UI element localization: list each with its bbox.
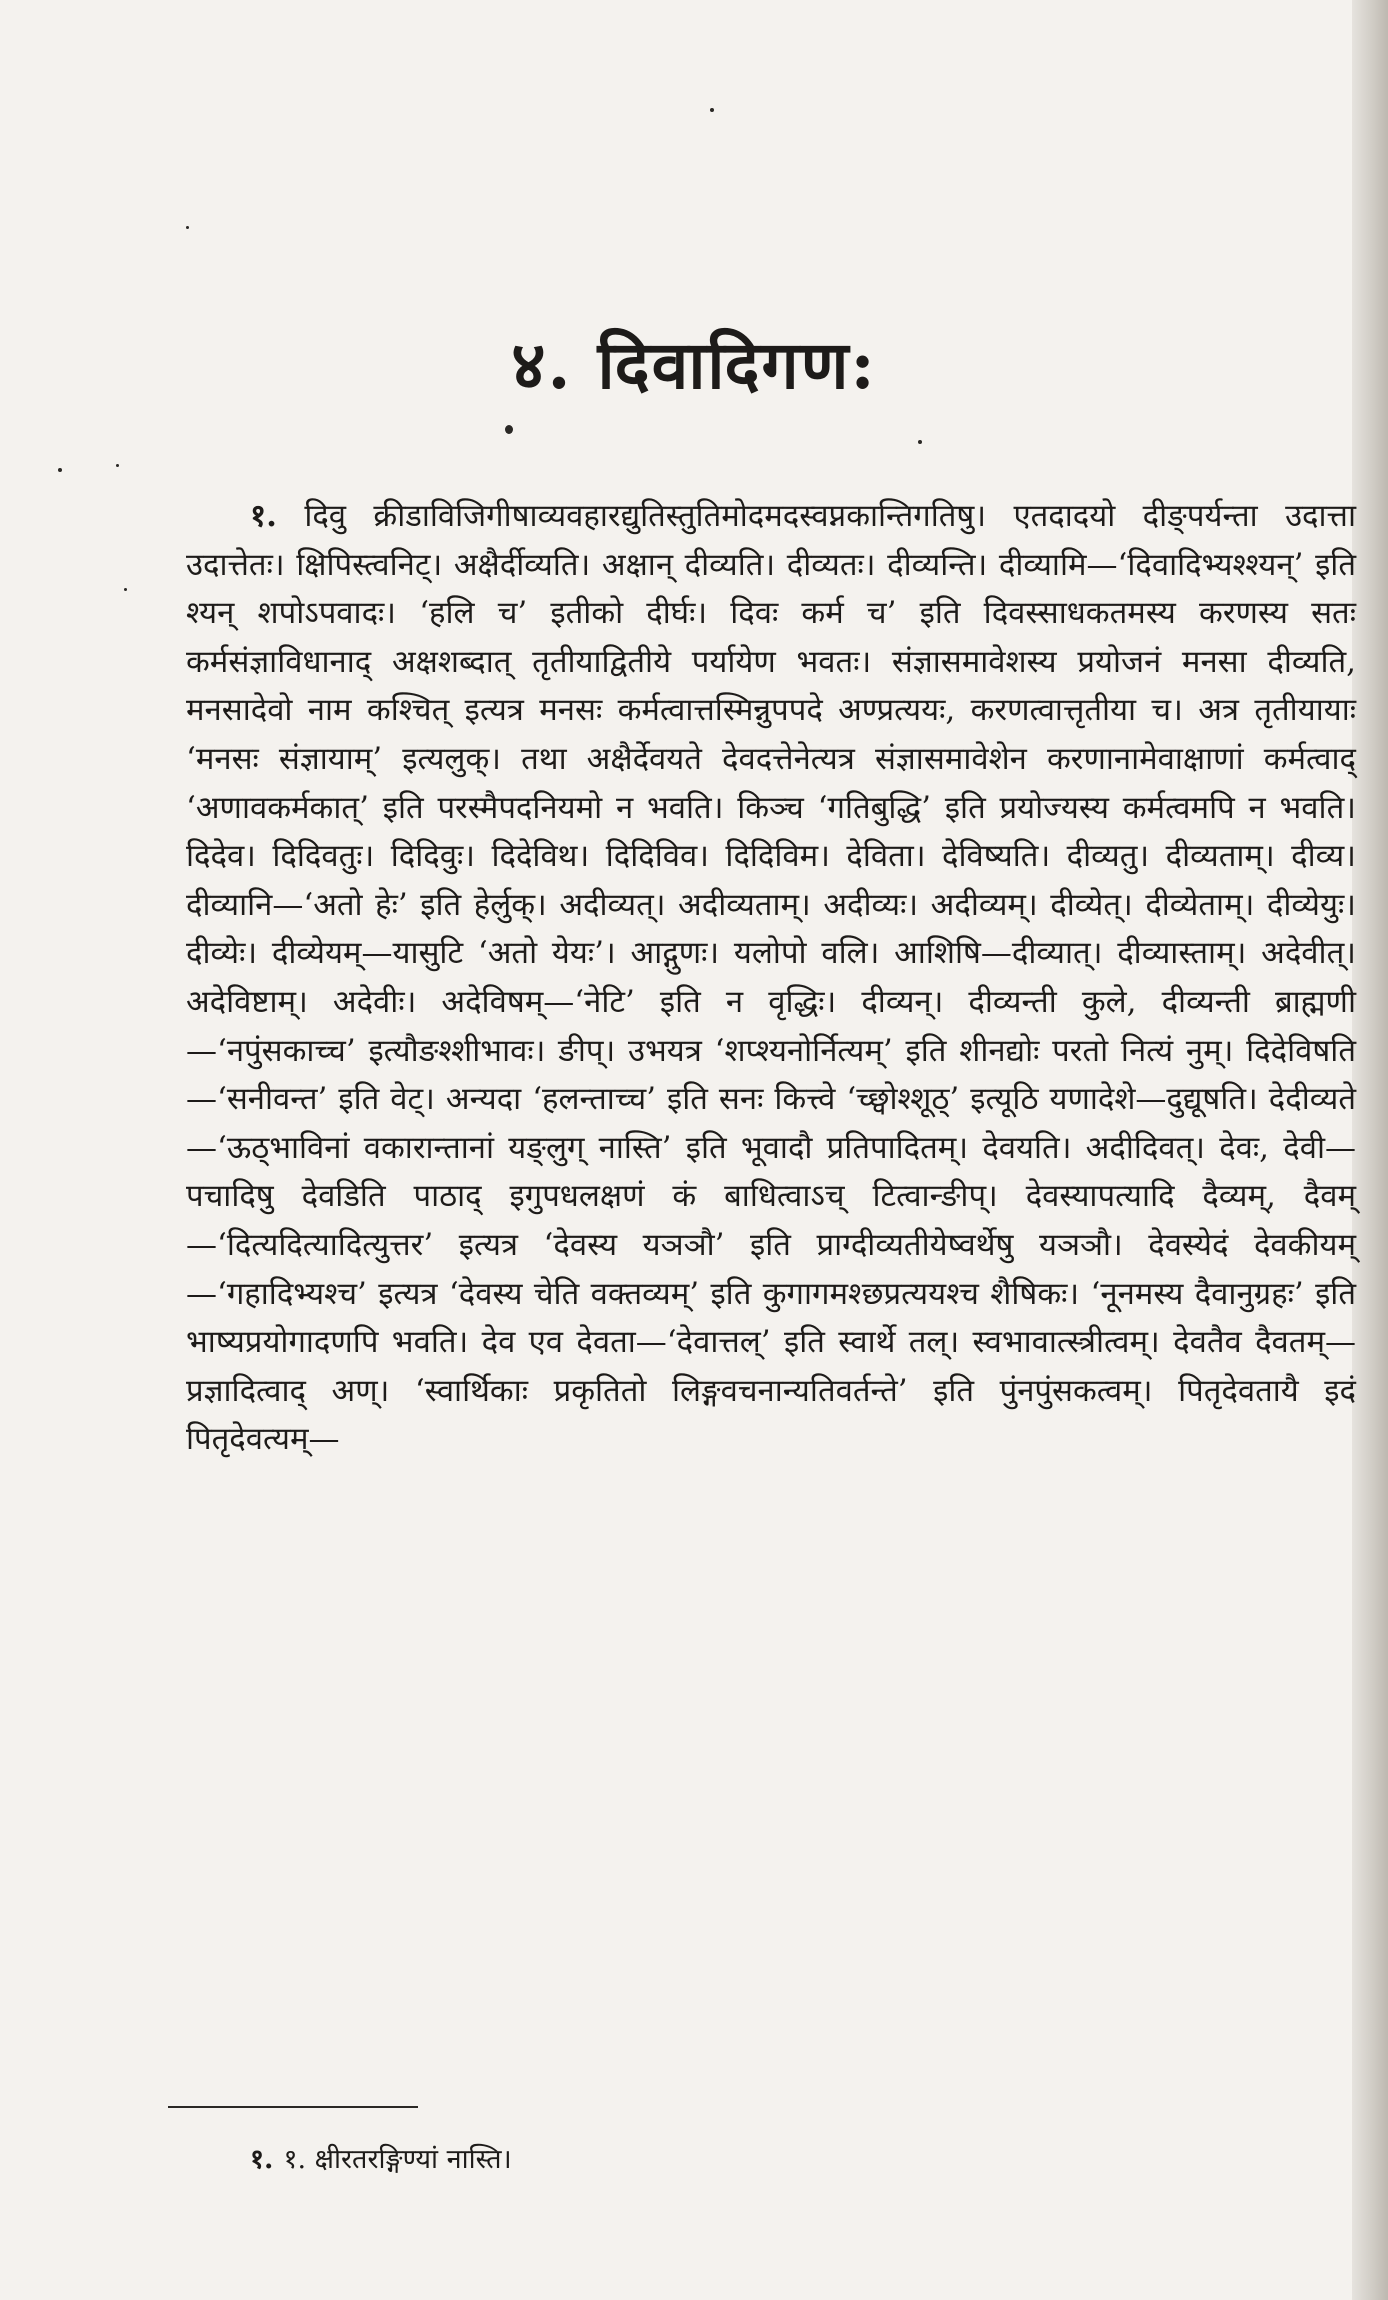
- ink-speck: [918, 440, 922, 444]
- page-title: ४. दिवादिगण:: [511, 326, 877, 404]
- ink-speck: [58, 468, 62, 472]
- footnote-text: १. क्षीरतरङ्गिण्यां नास्ति।: [283, 2144, 512, 2175]
- ink-speck: [124, 588, 127, 591]
- ink-speck: [710, 108, 714, 112]
- footnote: [250, 2140, 1250, 2180]
- ink-speck: [186, 226, 189, 229]
- ink-speck: [505, 425, 513, 434]
- paragraph-text: दिवु क्रीडाविजिगीषाव्यवहारद्युतिस्तुतिमोदमदस्वप्नकान्तिगतिषु। एतदादयो दीङ्पर्यन्ता उदात्ता उदात्तेतः। क्षिपिस्त्वनिट्। अक्षैर्दीव्यति। अक्षान् दीव्यति। दीव्यतः। दीव्यन्ति। दीव्यामि—‘दिवादिभ्यश्श्यन्’ इति श्यन् शपोऽपवादः। ‘हलि च’ इतीको दीर्घः। दिवः कर्म च’ इति दिवस्साधकतमस्य करणस्य सतः कर्मसंज्ञाविधानाद् अक्षशब्दात् तृतीयाद्वितीये पर्यायेण भवतः। संज्ञासमावेशस्य प्रयोजनं मनसा दीव्यति, मनसादेवो नाम कश्चित् इत्यत्र मनसः कर्मत्वात्तस्मिन्नुपपदे अण्प्रत्ययः, करणत्वात्तृतीया च। अत्र तृतीयायाः ‘मनसः संज्ञायाम्’ इत्यलुक्। तथा अक्षैर्देवयते देवदत्तेनेत्यत्र संज्ञासमावेशेन करणानामेवाक्षाणां कर्मत्वाद् ‘अणावकर्मकात्’ इति परस्मैपदनियमो न भवति। किञ्च ‘गतिबुद्धि’ इति प्रयोज्यस्य कर्मत्वमपि न भवति। दिदेव। दिदिवतुः। दिदिवुः। दिदेविथ। दिदिविव। दिदिविम। देविता। देविष्यति। दीव्यतु। दीव्यताम्। दीव्य। दीव्यानि—‘अतो हेः’ इति हेर्लुक्। अदीव्यत्। अदीव्यताम्। अदीव्यः। अदीव्यम्। दीव्येत्। दीव्येताम्। दीव्येयुः। दीव्येः। दीव्येयम्—यासुटि ‘अतो येयः’। आद्गुणः। यलोपो वलि। आशिषि—दीव्यात्। दीव्यास्ताम्। अदेवीत्। अदेविष्टाम्। अदेवीः। अदेविषम्—‘नेटि’ इति न वृद्धिः। दीव्यन्। दीव्यन्ती कुले, दीव्यन्ती ब्राह्मणी—‘नपुंसकाच्च’ इत्यौङश्शीभावः। ङीप्। उभयत्र ‘शप्श्यनोर्नित्यम्’ इति शीनद्योः परतो नित्यं नुम्। दिदेविषति—‘सनीवन्त’ इति वेट्। अन्यदा ‘हलन्ताच्च’ इति सनः कित्त्वे ‘च्छ्वोश्शूठ्’ इत्यूठि यणादेशे—दुद्यूषति। देदीव्यते—‘ऊठ्भाविनां वकारान्तानां यङ्लुग् नास्ति’ इति भूवादौ प्रतिपादितम्। देवयति। अदीदिवत्। देवः, देवी—पचादिषु देवडिति पाठाद् इगुपधलक्षणं कं बाधित्वाऽच् टित्वान्ङीप्। देवस्यापत्यादि दैव्यम्, दैवम्—‘दित्यदित्यादित्युत्तर’ इत्यत्र ‘देवस्य यञञौ’ इति प्राग्दीव्यतीयेष्वर्थेषु यञञौ। देवस्येदं देवकीयम्—‘गहादिभ्यश्च’ इत्यत्र ‘देवस्य चेति वक्तव्यम्’ इति कुगागमश्छप्रत्ययश्च शैषिकः। ‘नूनमस्य दैवानुग्रहः’ इति भाष्यप्रयोगादणपि भवति। देव एव देवता—‘देवात्तल्’ इति स्वार्थे तल्। स्वभावात्स्त्रीत्वम्। देवतैव दैवतम्—प्रज्ञादित्वाद् अण्। ‘स्वार्थिकाः प्रकृतितो लिङ्गवचनान्यतिवर्तन्ते’ इति पुंनपुंसकत्वम्। पितृदेवतायै इदं पितृदेवत्यम्—: [186, 498, 1356, 1458]
- paragraph-marker: १.: [250, 498, 277, 534]
- ink-speck: [116, 464, 119, 467]
- footnote-rule: [168, 2106, 418, 2108]
- body-paragraph: [186, 492, 1356, 1464]
- footnote-marker: १.: [250, 2144, 274, 2175]
